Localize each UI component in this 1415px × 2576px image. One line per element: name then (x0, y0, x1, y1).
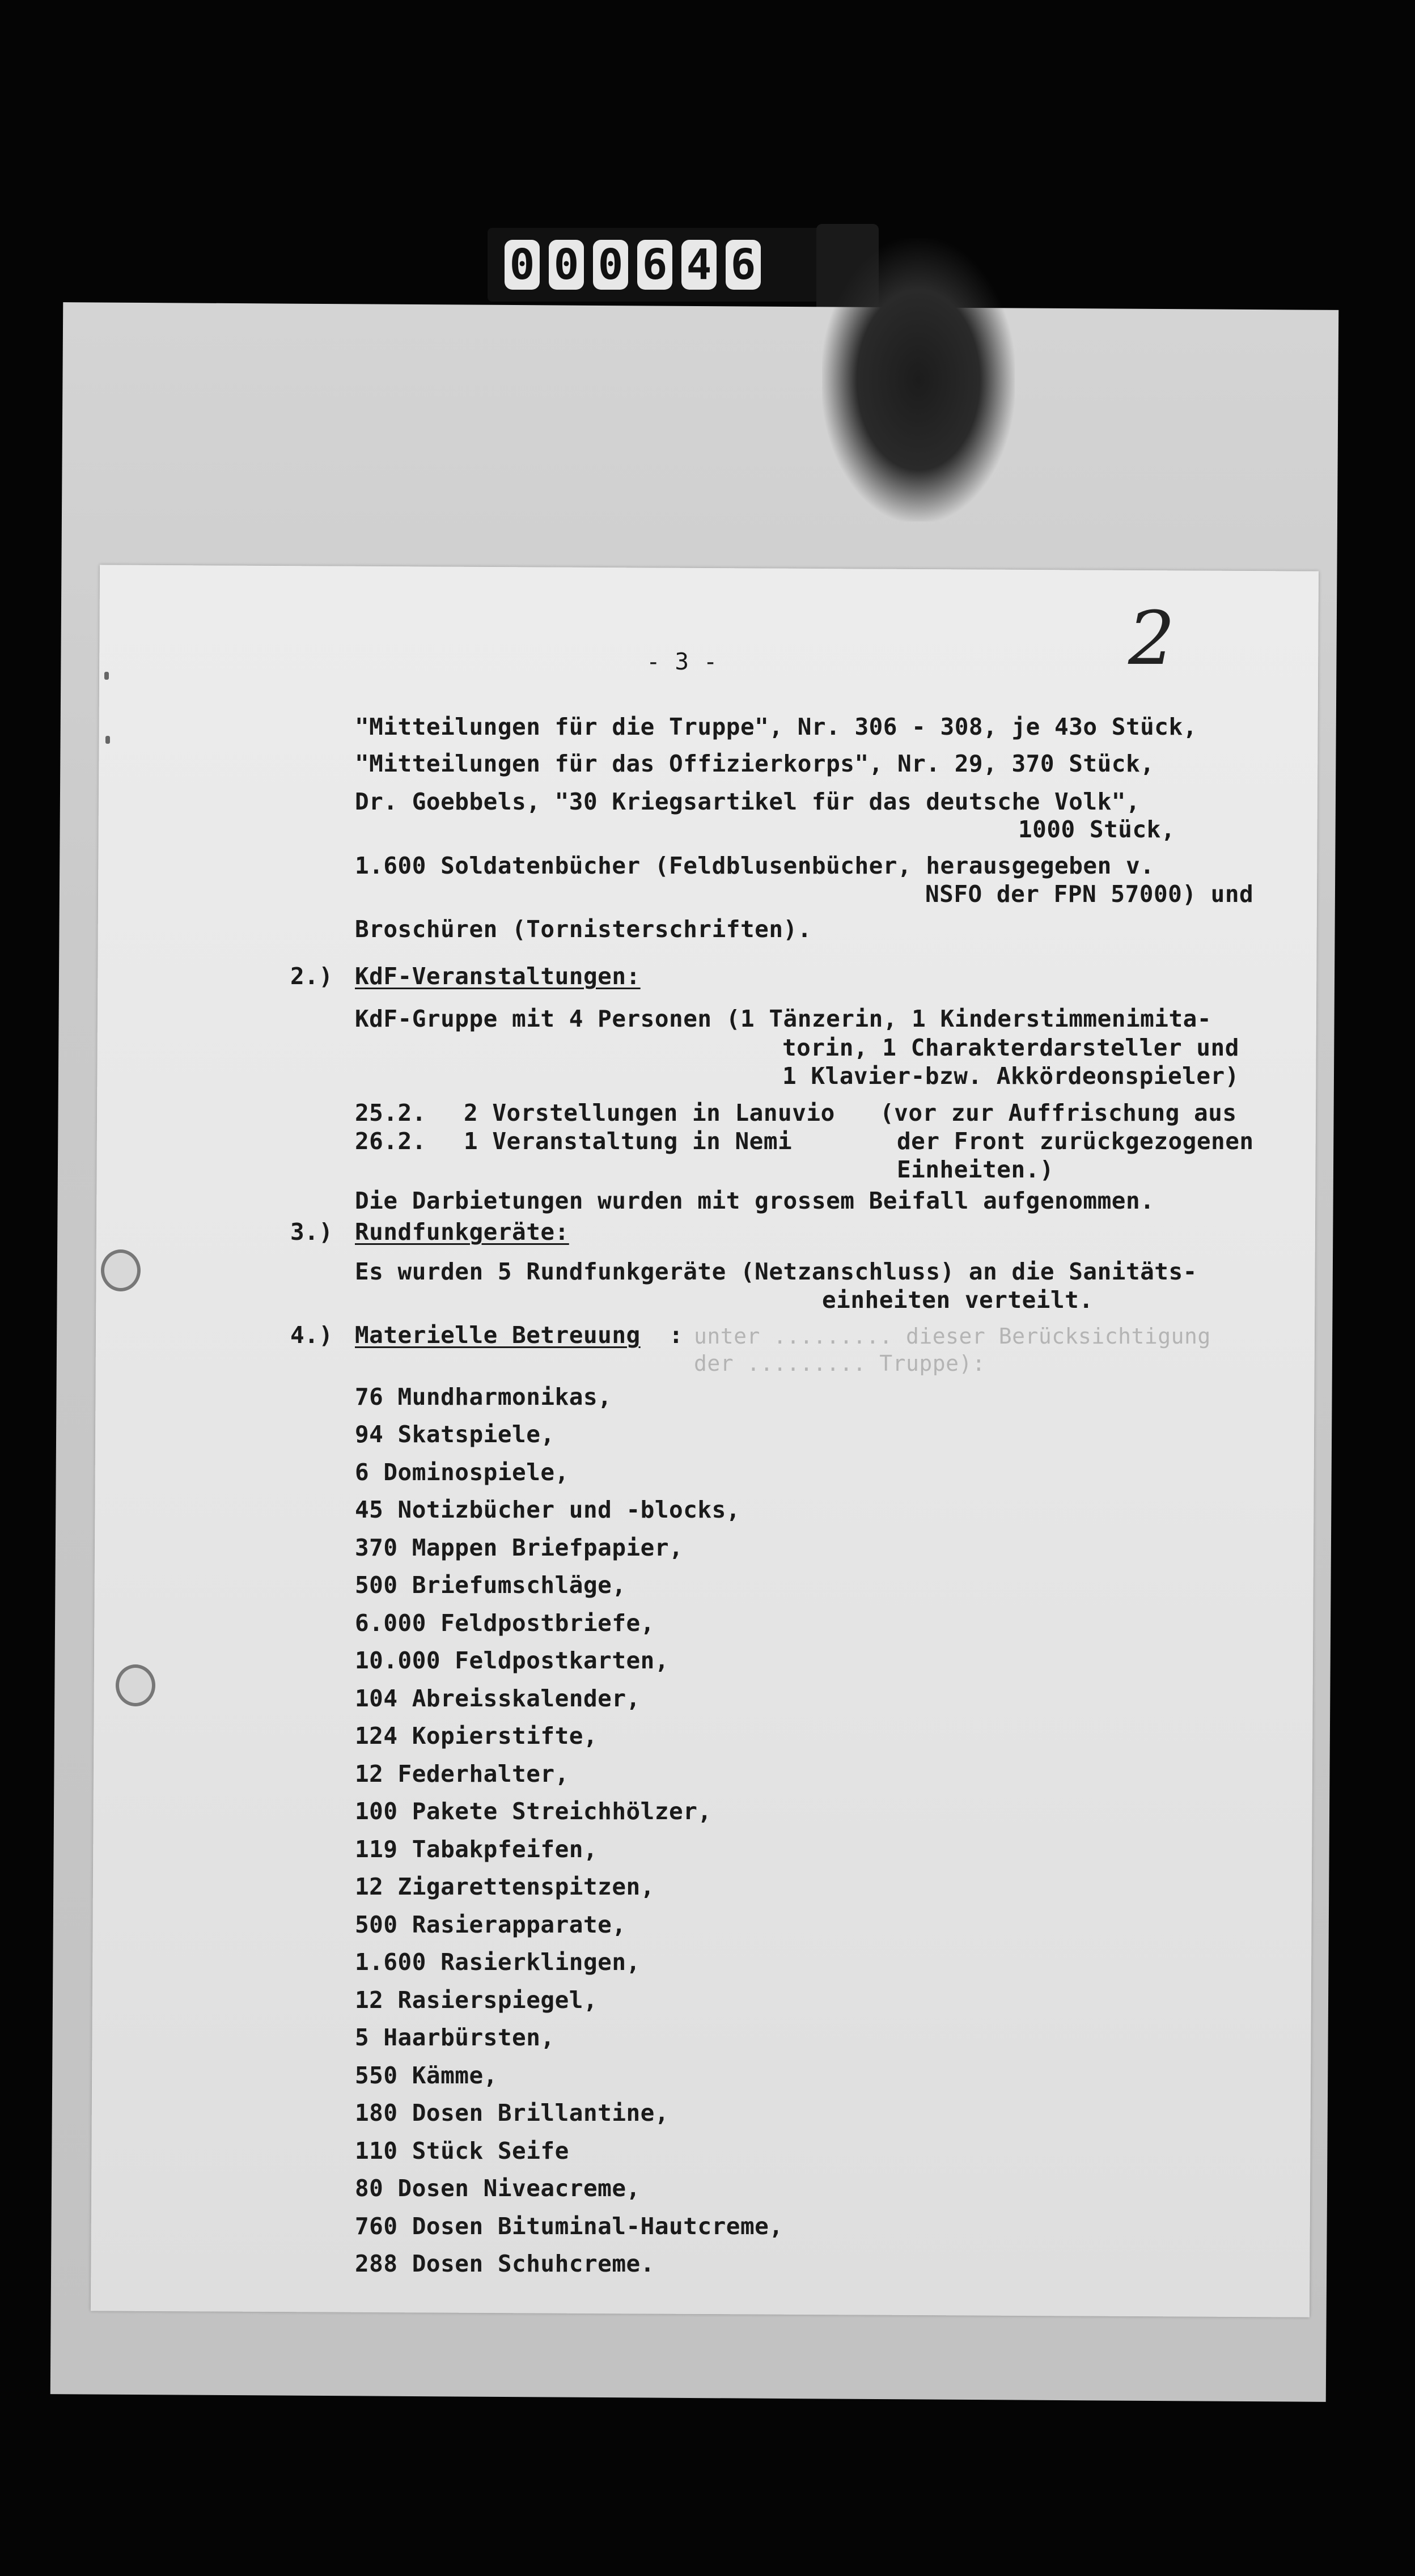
list-item: 12 Rasierspiegel, (355, 1986, 598, 2014)
section-number: 2.) (290, 963, 333, 990)
crossed-out-text: der ......... Truppe): (694, 1351, 986, 1376)
list-item: 180 Dosen Brillantine, (355, 2099, 670, 2126)
section-heading: Rundfunkgeräte: (355, 1218, 569, 1245)
list-item: 6.000 Feldpostbriefe, (355, 1609, 655, 1637)
crossed-out-text: unter ......... dieser Berücksichtigung (694, 1324, 1211, 1349)
section-line: torin, 1 Charakterdarsteller und (782, 1034, 1239, 1061)
event-date: 26.2. (355, 1128, 426, 1155)
event-note-end: Einheiten.) (897, 1156, 1054, 1183)
section-heading: Materielle Betreuung (355, 1321, 641, 1349)
punch-hole-bottom (116, 1664, 155, 1706)
list-item: 12 Zigarettenspitzen, (355, 1873, 655, 1900)
event-text: 2 Vorstellungen in Lanuvio (464, 1099, 835, 1126)
list-item: 6 Dominospiele, (355, 1459, 569, 1486)
intro-line: Broschüren (Tornisterschriften). (355, 916, 812, 943)
punch-hole-top (101, 1249, 141, 1291)
event-date: 25.2. (355, 1099, 426, 1126)
list-item: 12 Federhalter, (355, 1760, 569, 1787)
section-heading: KdF-Veranstaltungen: (355, 963, 641, 990)
list-item: 500 Rasierapparate, (355, 1911, 626, 1938)
list-item: 104 Abreisskalender, (355, 1685, 641, 1712)
intro-line: "Mitteilungen für die Truppe", Nr. 306 - 308, je 43o Stück, (355, 713, 1197, 740)
counter-digit: 4 (681, 240, 717, 290)
list-item: 288 Dosen Schuhcreme. (355, 2250, 655, 2277)
list-item: 124 Kopierstifte, (355, 1722, 598, 1749)
counter-digit: 6 (726, 240, 761, 290)
list-item: 1.600 Rasierklingen, (355, 1948, 641, 1976)
intro-line: 1000 Stück, (1018, 816, 1176, 843)
handwritten-page-mark: 2 (1128, 595, 1175, 681)
counter-digit: 0 (593, 240, 628, 290)
page-number: - 3 - (646, 648, 718, 675)
list-item: 45 Notizbücher und -blocks, (355, 1496, 740, 1523)
margin-mark (104, 672, 109, 680)
frame-counter (488, 228, 833, 302)
counter-digit: 0 (549, 240, 584, 290)
list-item: 100 Pakete Streichhölzer, (355, 1798, 712, 1825)
list-item: 550 Kämme, (355, 2062, 498, 2089)
list-item: 76 Mundharmonikas, (355, 1383, 612, 1410)
counter-digit: 0 (505, 240, 540, 290)
intro-line: 1.600 Soldatenbücher (Feldblusenbücher, herausgegeben v. (355, 852, 1155, 879)
section-line: einheiten verteilt. (822, 1286, 1094, 1314)
list-item: 760 Dosen Bituminal-Hautcreme, (355, 2213, 783, 2240)
list-item: 10.000 Feldpostkarten, (355, 1647, 670, 1674)
section-line: KdF-Gruppe mit 4 Personen (1 Tänzerin, 1 Kinderstimmenimita- (355, 1005, 1212, 1032)
intro-line: NSFO der FPN 57000) und (925, 880, 1254, 908)
event-note: (vor zur Auffrischung aus (880, 1099, 1237, 1126)
margin-mark (105, 736, 110, 744)
event-text: 1 Veranstaltung in Nemi (464, 1128, 793, 1155)
section-line: 1 Klavier-bzw. Akkördeonspieler) (782, 1062, 1239, 1090)
list-item: 80 Dosen Niveacreme, (355, 2175, 641, 2202)
clip-shadow (822, 238, 1015, 522)
list-item: 110 Stück Seife (355, 2137, 569, 2164)
section-number: 4.) (290, 1321, 333, 1349)
list-item: 5 Haarbürsten, (355, 2024, 555, 2051)
list-item: 94 Skatspiele, (355, 1421, 555, 1448)
list-item: 370 Mappen Briefpapier, (355, 1534, 684, 1561)
section-closing: Die Darbietungen wurden mit grossem Beifall aufgenommen. (355, 1187, 1155, 1214)
intro-line: Dr. Goebbels, "30 Kriegsartikel für das deutsche Volk", (355, 788, 1141, 815)
event-note: der Front zurückgezogenen (897, 1128, 1254, 1155)
list-item: 119 Tabakpfeifen, (355, 1836, 598, 1863)
section-number: 3.) (290, 1218, 333, 1245)
list-item: 500 Briefumschläge, (355, 1571, 626, 1599)
intro-line: "Mitteilungen für das Offizierkorps", Nr. 29, 370 Stück, (355, 750, 1155, 777)
section-line: Es wurden 5 Rundfunkgeräte (Netzanschluss) an die Sanitäts- (355, 1258, 1197, 1285)
section-heading-colon: : (669, 1321, 684, 1349)
counter-digit: 6 (637, 240, 672, 290)
